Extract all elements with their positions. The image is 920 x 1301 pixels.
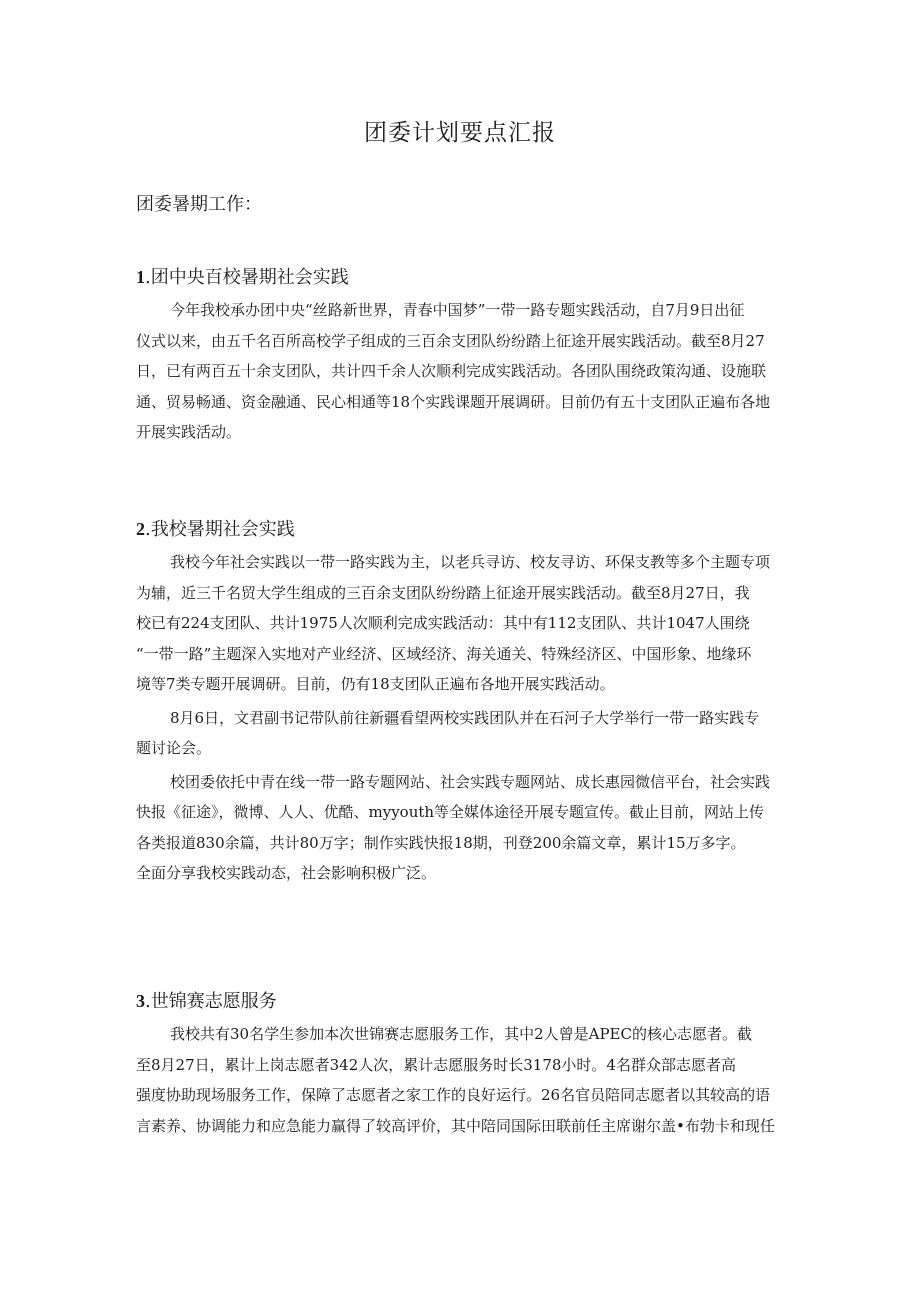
section-heading-text: .团中央百校暑期社会实践 — [145, 267, 349, 288]
paragraph-line: 至8月27日，累计上岗志愿者342人次，累计志愿服务时长3178小时。4名群众部志愿者高 — [136, 1055, 736, 1074]
section-number: 1 — [136, 267, 145, 287]
paragraph-line: “一带一路”主题深入实地对产业经济、区域经济、海关通关、特殊经济区、中国形象、地缘环 — [136, 644, 752, 663]
paragraph-line: 开展实践活动。 — [136, 423, 242, 441]
section-1 — [136, 262, 800, 448]
document-title: 团委计划要点汇报 — [364, 120, 556, 146]
section-2 — [136, 514, 800, 889]
paragraph-line: 校团委依托中青在线一带一路专题网站、社会实践专题网站、成长惠园微信平台，社会实践 — [170, 772, 771, 791]
paragraph-line: 快报《征途》，微博、人人、优酷、myyouth等全媒体途径开展专题宣传。截止目前，网站上传 — [136, 803, 765, 821]
paragraph-line: 我校今年社会实践以一带一路实践为主，以老兵寻访、校友寻访、环保支教等多个主题专项 — [170, 553, 771, 571]
paragraph — [136, 767, 800, 889]
paragraph — [136, 295, 800, 448]
paragraph-line: 各类报道830余篇，共计80万字；制作实践快报18期，刊登200余篇文章，累计15万多字。 — [136, 833, 746, 852]
paragraph — [136, 1019, 800, 1141]
paragraph-line: 校已有224支团队、共计1975人次顺利完成实践活动：其中有112支团队、共计1047人围绕 — [136, 614, 750, 632]
paragraph — [136, 547, 800, 700]
paragraph-line: 强度协助现场服务工作，保障了志愿者之家工作的良好运行。26名官员陪同志愿者以其较高的语 — [136, 1086, 771, 1104]
section-heading-text: .世锦赛志愿服务 — [145, 991, 277, 1012]
paragraph-line: 境等7类专题开展调研。目前，仍有18支团队正遍布各地开展实践活动。 — [136, 675, 615, 693]
paragraph-line: 题讨论会。 — [136, 739, 212, 757]
section-heading — [136, 514, 800, 544]
paragraph — [136, 703, 800, 764]
paragraph-line: 通、贸易畅通、资金融通、民心相通等18个实践课题开展调研。目前仍有五十支团队正遍布各地 — [136, 392, 771, 411]
paragraph-line: 今年我校承办团中央“丝路新世界，青春中国梦”一带一路专题实践活动，自7月9日出征 — [170, 301, 745, 319]
section-heading — [136, 986, 800, 1016]
paragraph-line: 日，已有两百五十余支团队，共计四千余人次顺利完成实践活动。各团队围绕政策沟通、设施联 — [136, 362, 767, 380]
section-heading-text: .我校暑期社会实践 — [145, 519, 295, 540]
paragraph-line: 言素养、协调能力和应急能力赢得了较高评价，其中陪同国际田联前任主席谢尔盖•布勃卡和现任 — [136, 1116, 775, 1135]
section-number: 3 — [136, 991, 145, 1011]
paragraph-line: 仪式以来，由五千名百所高校学子组成的三百余支团队纷纷踏上征途开展实践活动。截至8月27 — [136, 331, 765, 350]
intro-label: 团委暑期工作： — [136, 194, 262, 215]
paragraph-line: 我校共有30名学生参加本次世锦赛志愿服务工作，其中2人曾是APEC的核心志愿者。截 — [170, 1025, 752, 1043]
section-3 — [136, 986, 800, 1141]
section-number: 2 — [136, 519, 145, 539]
paragraph-line: 8月6日，文君副书记带队前往新疆看望两校实践团队并在石河子大学举行一带一路实践专 — [170, 708, 760, 727]
paragraph-line: 全面分享我校实践动态，社会影响积极广泛。 — [136, 864, 437, 882]
paragraph-line: 为辅，近三千名贸大学生组成的三百余支团队纷纷踏上征途开展实践活动。截至8月27日，我 — [136, 583, 750, 602]
section-heading — [136, 262, 800, 292]
